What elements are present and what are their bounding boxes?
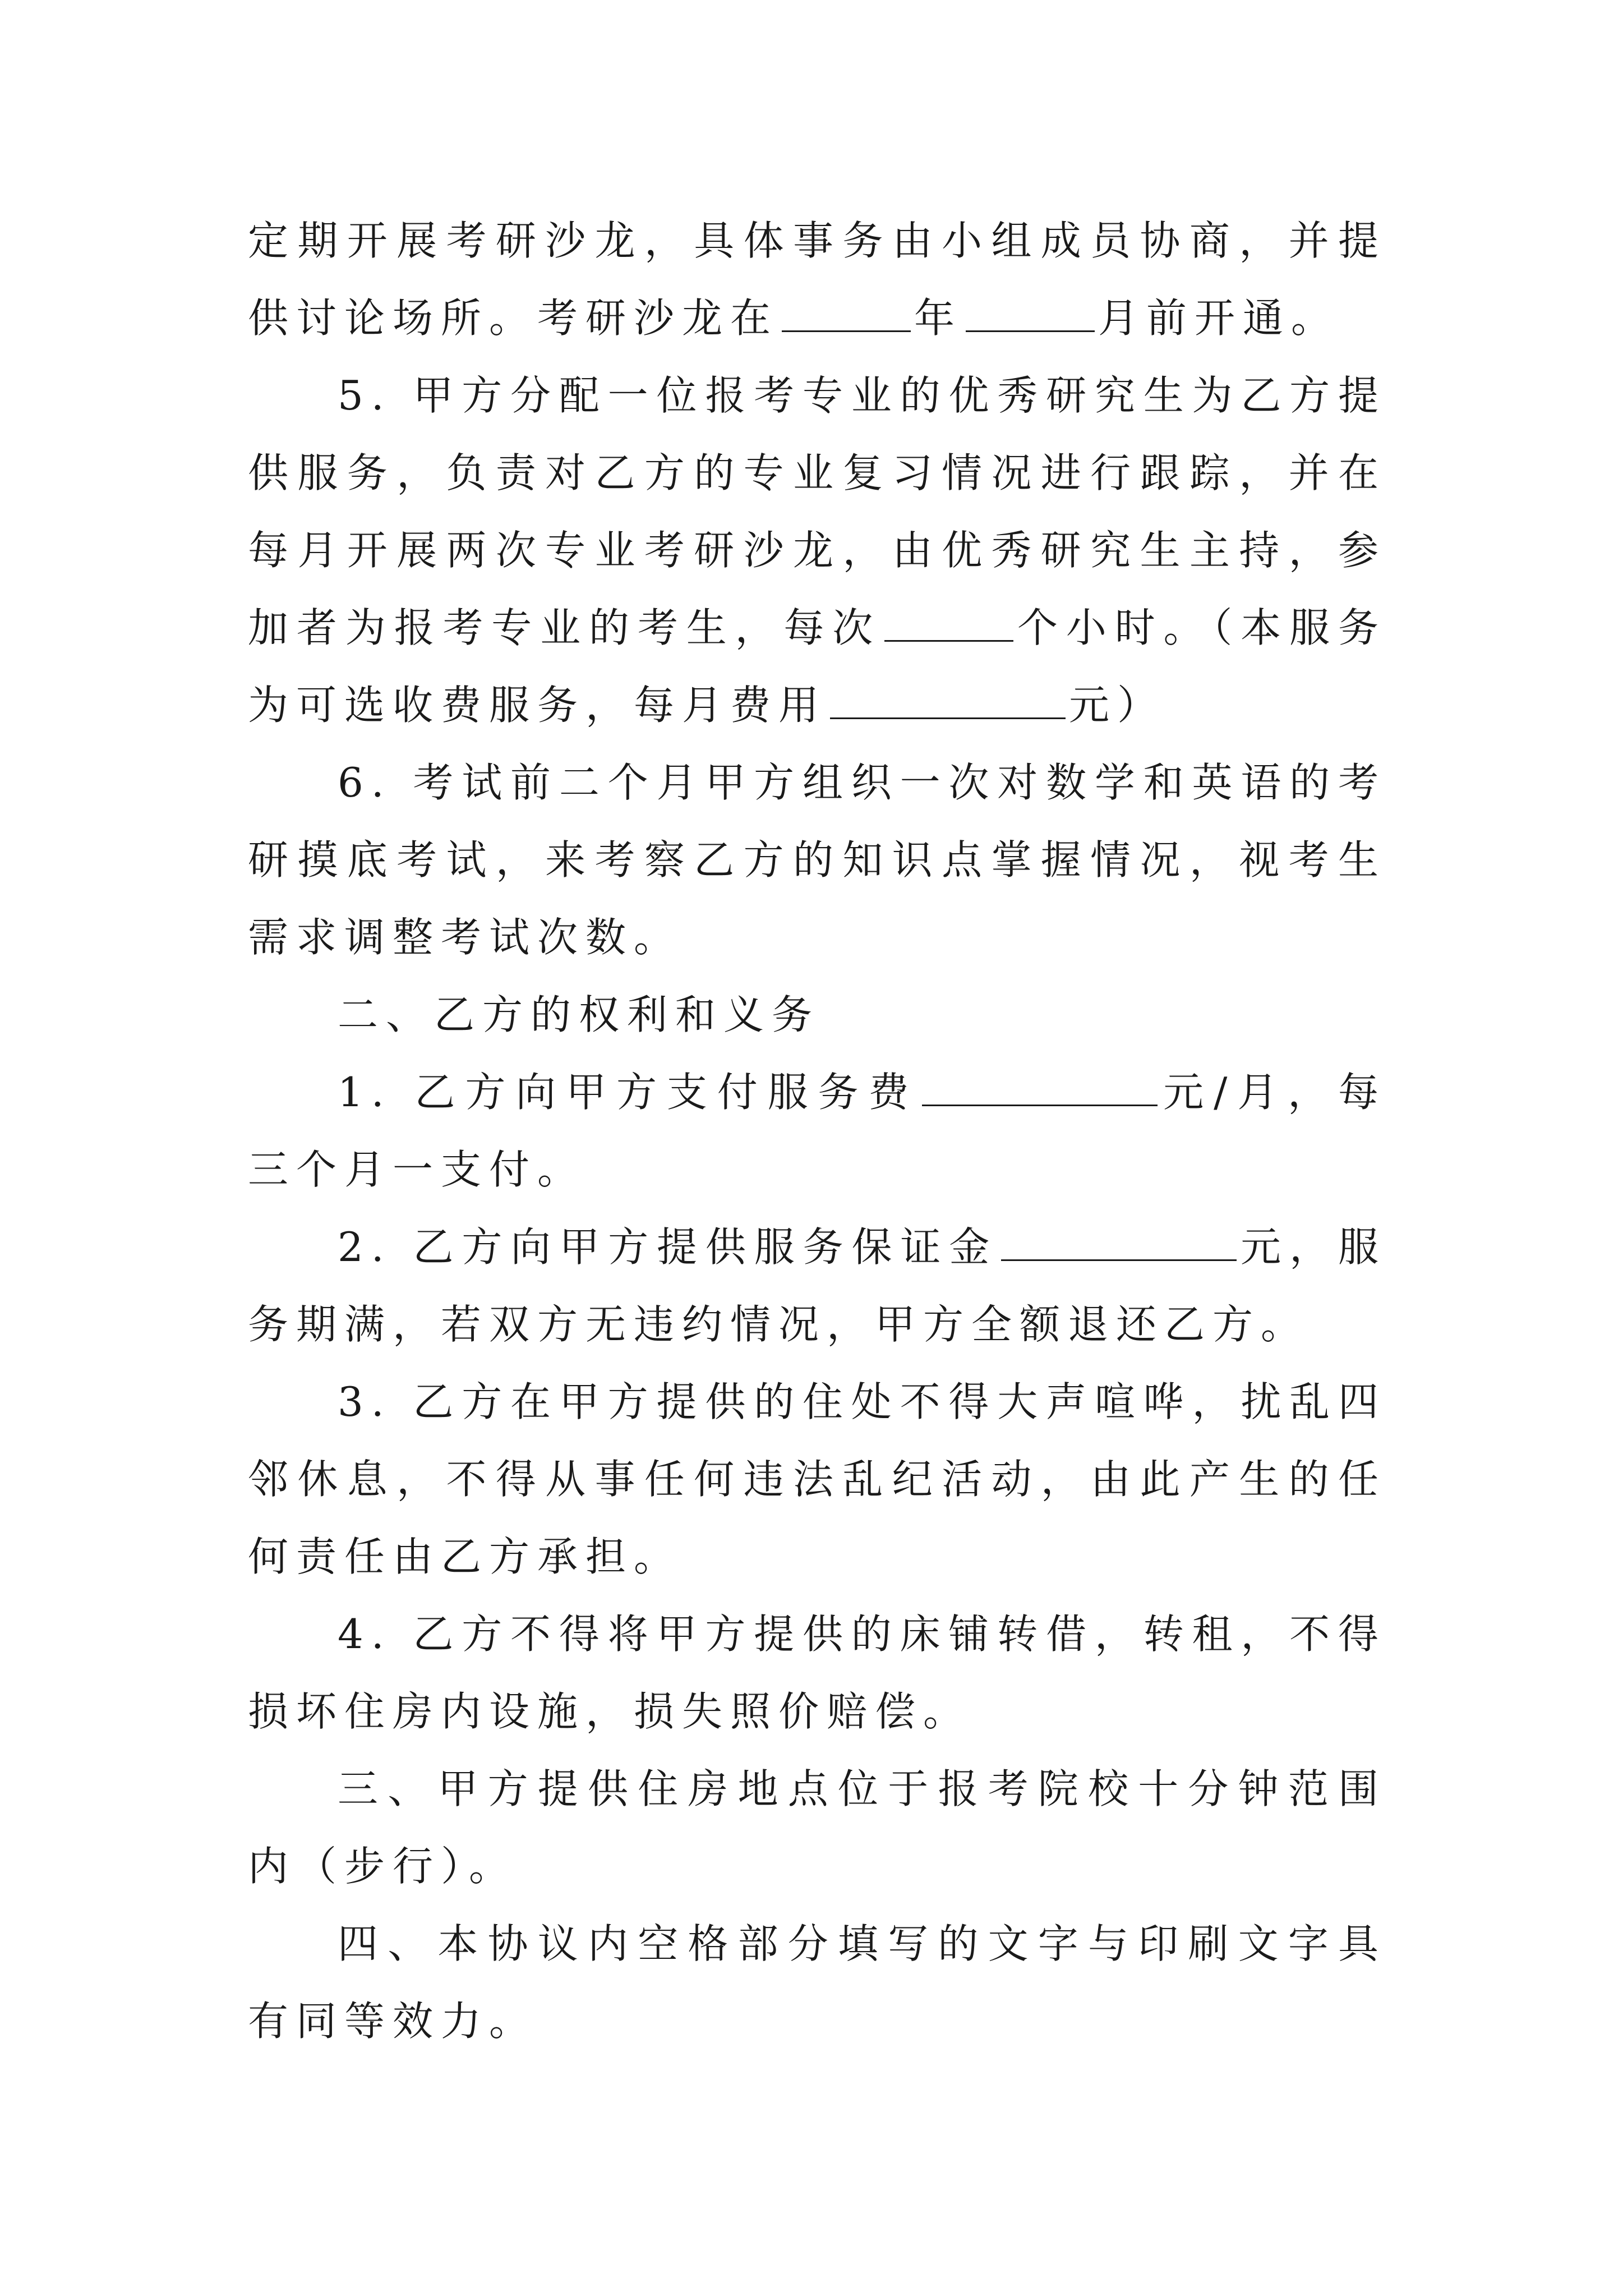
paragraph-text: 三、甲方提供住房地点位于报考院校十分钟范围内（步行）。 (248, 1765, 1386, 1890)
fill-in-blank (884, 601, 1013, 642)
paragraph-text: 四、本协议内空格部分填写的文字与印刷文字具有同等效力。 (248, 1920, 1386, 2045)
paragraph-text: 1. 乙方向甲方支付服务费 (338, 1069, 919, 1116)
paragraph-text: 二、乙方的权利和义务 (338, 991, 820, 1038)
paragraph (248, 357, 1386, 744)
paragraph-text: 定期开展考研沙龙，具体事务由小组成员协商，并提供讨论场所。考研沙龙在 (248, 217, 1386, 342)
paragraph-text: 2. 乙方向甲方提供服务保证金 (338, 1223, 998, 1271)
paragraph (248, 1905, 1386, 2060)
fill-in-blank (922, 1065, 1158, 1106)
paragraph-text: 元，服务期满，若双方无违约情况，甲方全额退还乙方。 (248, 1223, 1386, 1348)
paragraph-text: 月前开通。 (1098, 295, 1340, 342)
fill-in-blank (830, 678, 1066, 719)
paragraph (248, 744, 1386, 976)
paragraph-text: 年 (914, 295, 963, 342)
paragraph (248, 1053, 1386, 1208)
paragraph-text: 元/月，每三个月一支付。 (248, 1069, 1386, 1193)
paragraph-text: 3. 乙方在甲方提供的住处不得大声喧哗，扰乱四邻休息，不得从事任何违法乱纪活动，由此产生的任何责任由乙方承担。 (248, 1378, 1386, 1580)
paragraph-text: 个小时。（本服务为可选收费服务，每月费用 (248, 604, 1386, 729)
fill-in-blank (782, 291, 911, 332)
fill-in-blank (1001, 1220, 1237, 1261)
fill-in-blank (966, 291, 1095, 332)
paragraph-text: 4. 乙方不得将甲方提供的床铺转借，转租，不得损坏住房内设施，损失照价赔偿。 (248, 1611, 1386, 1735)
paragraph-text: 5. 甲方分配一位报考专业的优秀研究生为乙方提供服务，负责对乙方的专业复习情况进行跟踪，并在每月开展两次专业考研沙龙，由优秀研究生主持，参加者为报考专业的考生，每次 (248, 372, 1386, 651)
paragraph-text: 6. 考试前二个月甲方组织一次对数学和英语的考研摸底考试，来考察乙方的知识点掌握情况，视考生需求调整考试次数。 (248, 759, 1386, 961)
document-body (248, 202, 1386, 2060)
paragraph (248, 1363, 1386, 1595)
paragraph (248, 202, 1386, 357)
paragraph (248, 1595, 1386, 1750)
paragraph (248, 1750, 1386, 1905)
paragraph (248, 1208, 1386, 1363)
paragraph (248, 976, 1386, 1053)
paragraph-text: 元） (1069, 682, 1166, 729)
